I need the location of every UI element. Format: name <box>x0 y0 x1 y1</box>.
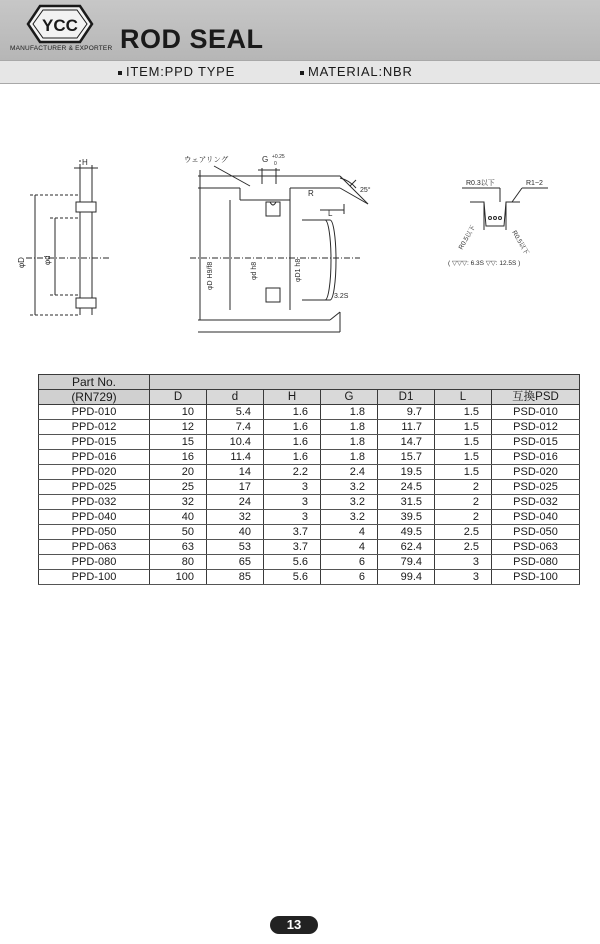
cell-part-no: PPD-016 <box>39 450 150 465</box>
cell-d-big: 80 <box>150 555 207 570</box>
cell-h: 1.6 <box>264 405 321 420</box>
cell-d1: 49.5 <box>378 525 435 540</box>
cell-h: 1.6 <box>264 450 321 465</box>
cell-part-no: PPD-020 <box>39 465 150 480</box>
cell-g: 2.4 <box>321 465 378 480</box>
table-row <box>39 450 580 465</box>
cell-psd: PSD-080 <box>492 555 580 570</box>
cell-l: 2.5 <box>435 525 492 540</box>
material-text: MATERIAL:NBR <box>308 64 413 79</box>
cell-d-big: 10 <box>150 405 207 420</box>
col-d1: D1 <box>378 390 435 405</box>
cell-l: 2 <box>435 510 492 525</box>
cell-d-small: 85 <box>207 570 264 585</box>
cell-g: 6 <box>321 570 378 585</box>
cell-g: 3.2 <box>321 480 378 495</box>
dim-phi-d-small: φd <box>43 255 52 265</box>
cell-psd: PSD-040 <box>492 510 580 525</box>
cell-d-small: 10.4 <box>207 435 264 450</box>
col-d-big: D <box>150 390 207 405</box>
page-title: ROD SEAL <box>120 24 264 54</box>
table-title-row <box>39 375 580 390</box>
cell-psd: PSD-020 <box>492 465 580 480</box>
cell-d1: 39.5 <box>378 510 435 525</box>
dim-h-label: H <box>82 158 88 167</box>
cell-psd: PSD-015 <box>492 435 580 450</box>
cell-l: 1.5 <box>435 450 492 465</box>
cell-h: 3 <box>264 480 321 495</box>
table-row <box>39 405 580 420</box>
logo-caption: MANUFACTURER & EXPORTER <box>10 45 113 52</box>
cell-d-small: 7.4 <box>207 420 264 435</box>
cell-psd: PSD-063 <box>492 540 580 555</box>
cell-d-small: 11.4 <box>207 450 264 465</box>
surface-label: 3.2S <box>334 293 349 300</box>
cell-d-small: 40 <box>207 525 264 540</box>
table-row <box>39 480 580 495</box>
dimensions-table <box>38 374 580 585</box>
cell-d-small: 65 <box>207 555 264 570</box>
cell-part-no: PPD-050 <box>39 525 150 540</box>
cell-g: 6 <box>321 555 378 570</box>
page-number: 13 <box>270 916 318 934</box>
seal-section-view <box>17 158 110 315</box>
cell-d-small: 32 <box>207 510 264 525</box>
cell-part-no: PPD-100 <box>39 570 150 585</box>
cell-l: 2.5 <box>435 540 492 555</box>
cell-psd: PSD-012 <box>492 420 580 435</box>
cell-d-big: 20 <box>150 465 207 480</box>
cell-d-big: 15 <box>150 435 207 450</box>
cell-part-no: PPD-012 <box>39 420 150 435</box>
cell-g: 3.2 <box>321 510 378 525</box>
table-row <box>39 525 580 540</box>
cell-d-big: 50 <box>150 525 207 540</box>
table-body <box>39 405 580 585</box>
table-row <box>39 465 580 480</box>
cell-d-big: 25 <box>150 480 207 495</box>
dim-g-label: G <box>262 155 269 164</box>
table-row <box>39 570 580 585</box>
cell-d1: 14.7 <box>378 435 435 450</box>
cell-h: 1.6 <box>264 435 321 450</box>
dim-g-tol: +0.25 <box>272 154 285 160</box>
cell-d-big: 16 <box>150 450 207 465</box>
cell-d-big: 100 <box>150 570 207 585</box>
dim-g-tol0: 0 <box>274 161 277 167</box>
cell-g: 1.8 <box>321 405 378 420</box>
cell-h: 5.6 <box>264 570 321 585</box>
table-row <box>39 435 580 450</box>
cell-d-big: 12 <box>150 420 207 435</box>
cell-g: 1.8 <box>321 435 378 450</box>
cell-part-no: PPD-032 <box>39 495 150 510</box>
cell-part-no: PPD-010 <box>39 405 150 420</box>
table-row <box>39 540 580 555</box>
cell-d1: 19.5 <box>378 465 435 480</box>
cell-h: 3 <box>264 495 321 510</box>
rn-header: (RN729) <box>39 390 150 405</box>
cell-d1: 24.5 <box>378 480 435 495</box>
housing-assembly-view <box>184 154 371 332</box>
table-row <box>39 495 580 510</box>
dim-r-label: R <box>308 189 314 198</box>
cell-d1: 31.5 <box>378 495 435 510</box>
cell-g: 4 <box>321 525 378 540</box>
cell-l: 2 <box>435 480 492 495</box>
cell-l: 1.5 <box>435 420 492 435</box>
dim-l-label: L <box>328 209 333 218</box>
cell-d-small: 24 <box>207 495 264 510</box>
cell-g: 4 <box>321 540 378 555</box>
cell-part-no: PPD-025 <box>39 480 150 495</box>
cell-d-big: 32 <box>150 495 207 510</box>
cell-h: 2.2 <box>264 465 321 480</box>
item-text: ITEM:PPD TYPE <box>126 64 236 79</box>
bullet-icon <box>300 71 304 75</box>
col-psd: 互換PSD <box>492 390 580 405</box>
cell-d-small: 14 <box>207 465 264 480</box>
r05a-label: R0.5以下 <box>457 224 478 251</box>
r03-label: R0.3以下 <box>466 180 495 187</box>
groove-detail-view <box>448 178 548 267</box>
cell-h: 3.7 <box>264 525 321 540</box>
cell-d-big: 40 <box>150 510 207 525</box>
table-row <box>39 555 580 570</box>
cell-part-no: PPD-015 <box>39 435 150 450</box>
cell-psd: PSD-032 <box>492 495 580 510</box>
cell-part-no: PPD-063 <box>39 540 150 555</box>
cell-psd: PSD-010 <box>492 405 580 420</box>
col-d-small: d <box>207 390 264 405</box>
cell-d1: 11.7 <box>378 420 435 435</box>
cell-l: 1.5 <box>435 465 492 480</box>
technical-drawing <box>0 140 600 360</box>
col-h: H <box>264 390 321 405</box>
cell-d-big: 63 <box>150 540 207 555</box>
cell-d1: 9.7 <box>378 405 435 420</box>
cell-d-small: 53 <box>207 540 264 555</box>
dim-phi-d-h9f8: φD H9/f8 <box>207 261 214 290</box>
cell-psd: PSD-016 <box>492 450 580 465</box>
dim-angle-label: 25° <box>360 187 371 194</box>
company-logo <box>10 4 113 56</box>
cell-h: 5.6 <box>264 555 321 570</box>
surface-note: ( ▽▽▽: 6.3S ▽▽: 12.5S ) <box>448 260 521 267</box>
cell-l: 1.5 <box>435 405 492 420</box>
cell-l: 3 <box>435 555 492 570</box>
item-label <box>118 64 235 79</box>
cell-g: 1.8 <box>321 420 378 435</box>
cell-psd: PSD-050 <box>492 525 580 540</box>
dim-phi-d1-h8: φD1 h8 <box>295 258 302 282</box>
bullet-icon <box>118 71 122 75</box>
cell-psd: PSD-100 <box>492 570 580 585</box>
cell-d1: 79.4 <box>378 555 435 570</box>
dim-phi-d-big: φD <box>17 257 26 268</box>
cell-part-no: PPD-040 <box>39 510 150 525</box>
col-g: G <box>321 390 378 405</box>
cell-psd: PSD-025 <box>492 480 580 495</box>
cell-d1: 15.7 <box>378 450 435 465</box>
cell-h: 1.6 <box>264 420 321 435</box>
wear-ring-label: ウェアリング <box>184 155 229 164</box>
table-header-spacer <box>150 375 580 390</box>
cell-l: 3 <box>435 570 492 585</box>
cell-l: 2 <box>435 495 492 510</box>
cell-d1: 99.4 <box>378 570 435 585</box>
part-no-header: Part No. <box>39 375 150 390</box>
table-column-row <box>39 390 580 405</box>
cell-h: 3.7 <box>264 540 321 555</box>
table-row <box>39 510 580 525</box>
table-row <box>39 420 580 435</box>
r12-label: R1~2 <box>526 180 543 187</box>
logo-emblem-icon <box>10 4 106 46</box>
dim-phi-d-h8: φd h8 <box>251 261 258 280</box>
cell-l: 1.5 <box>435 435 492 450</box>
cell-d-small: 5.4 <box>207 405 264 420</box>
cell-h: 3 <box>264 510 321 525</box>
col-l: L <box>435 390 492 405</box>
cell-part-no: PPD-080 <box>39 555 150 570</box>
cell-g: 3.2 <box>321 495 378 510</box>
page-header <box>0 0 600 82</box>
cell-d-small: 17 <box>207 480 264 495</box>
cell-d1: 62.4 <box>378 540 435 555</box>
material-label <box>300 64 413 79</box>
r05b-label: R0.5以下 <box>510 229 530 257</box>
cell-g: 1.8 <box>321 450 378 465</box>
logo-text: YCC <box>42 16 78 35</box>
